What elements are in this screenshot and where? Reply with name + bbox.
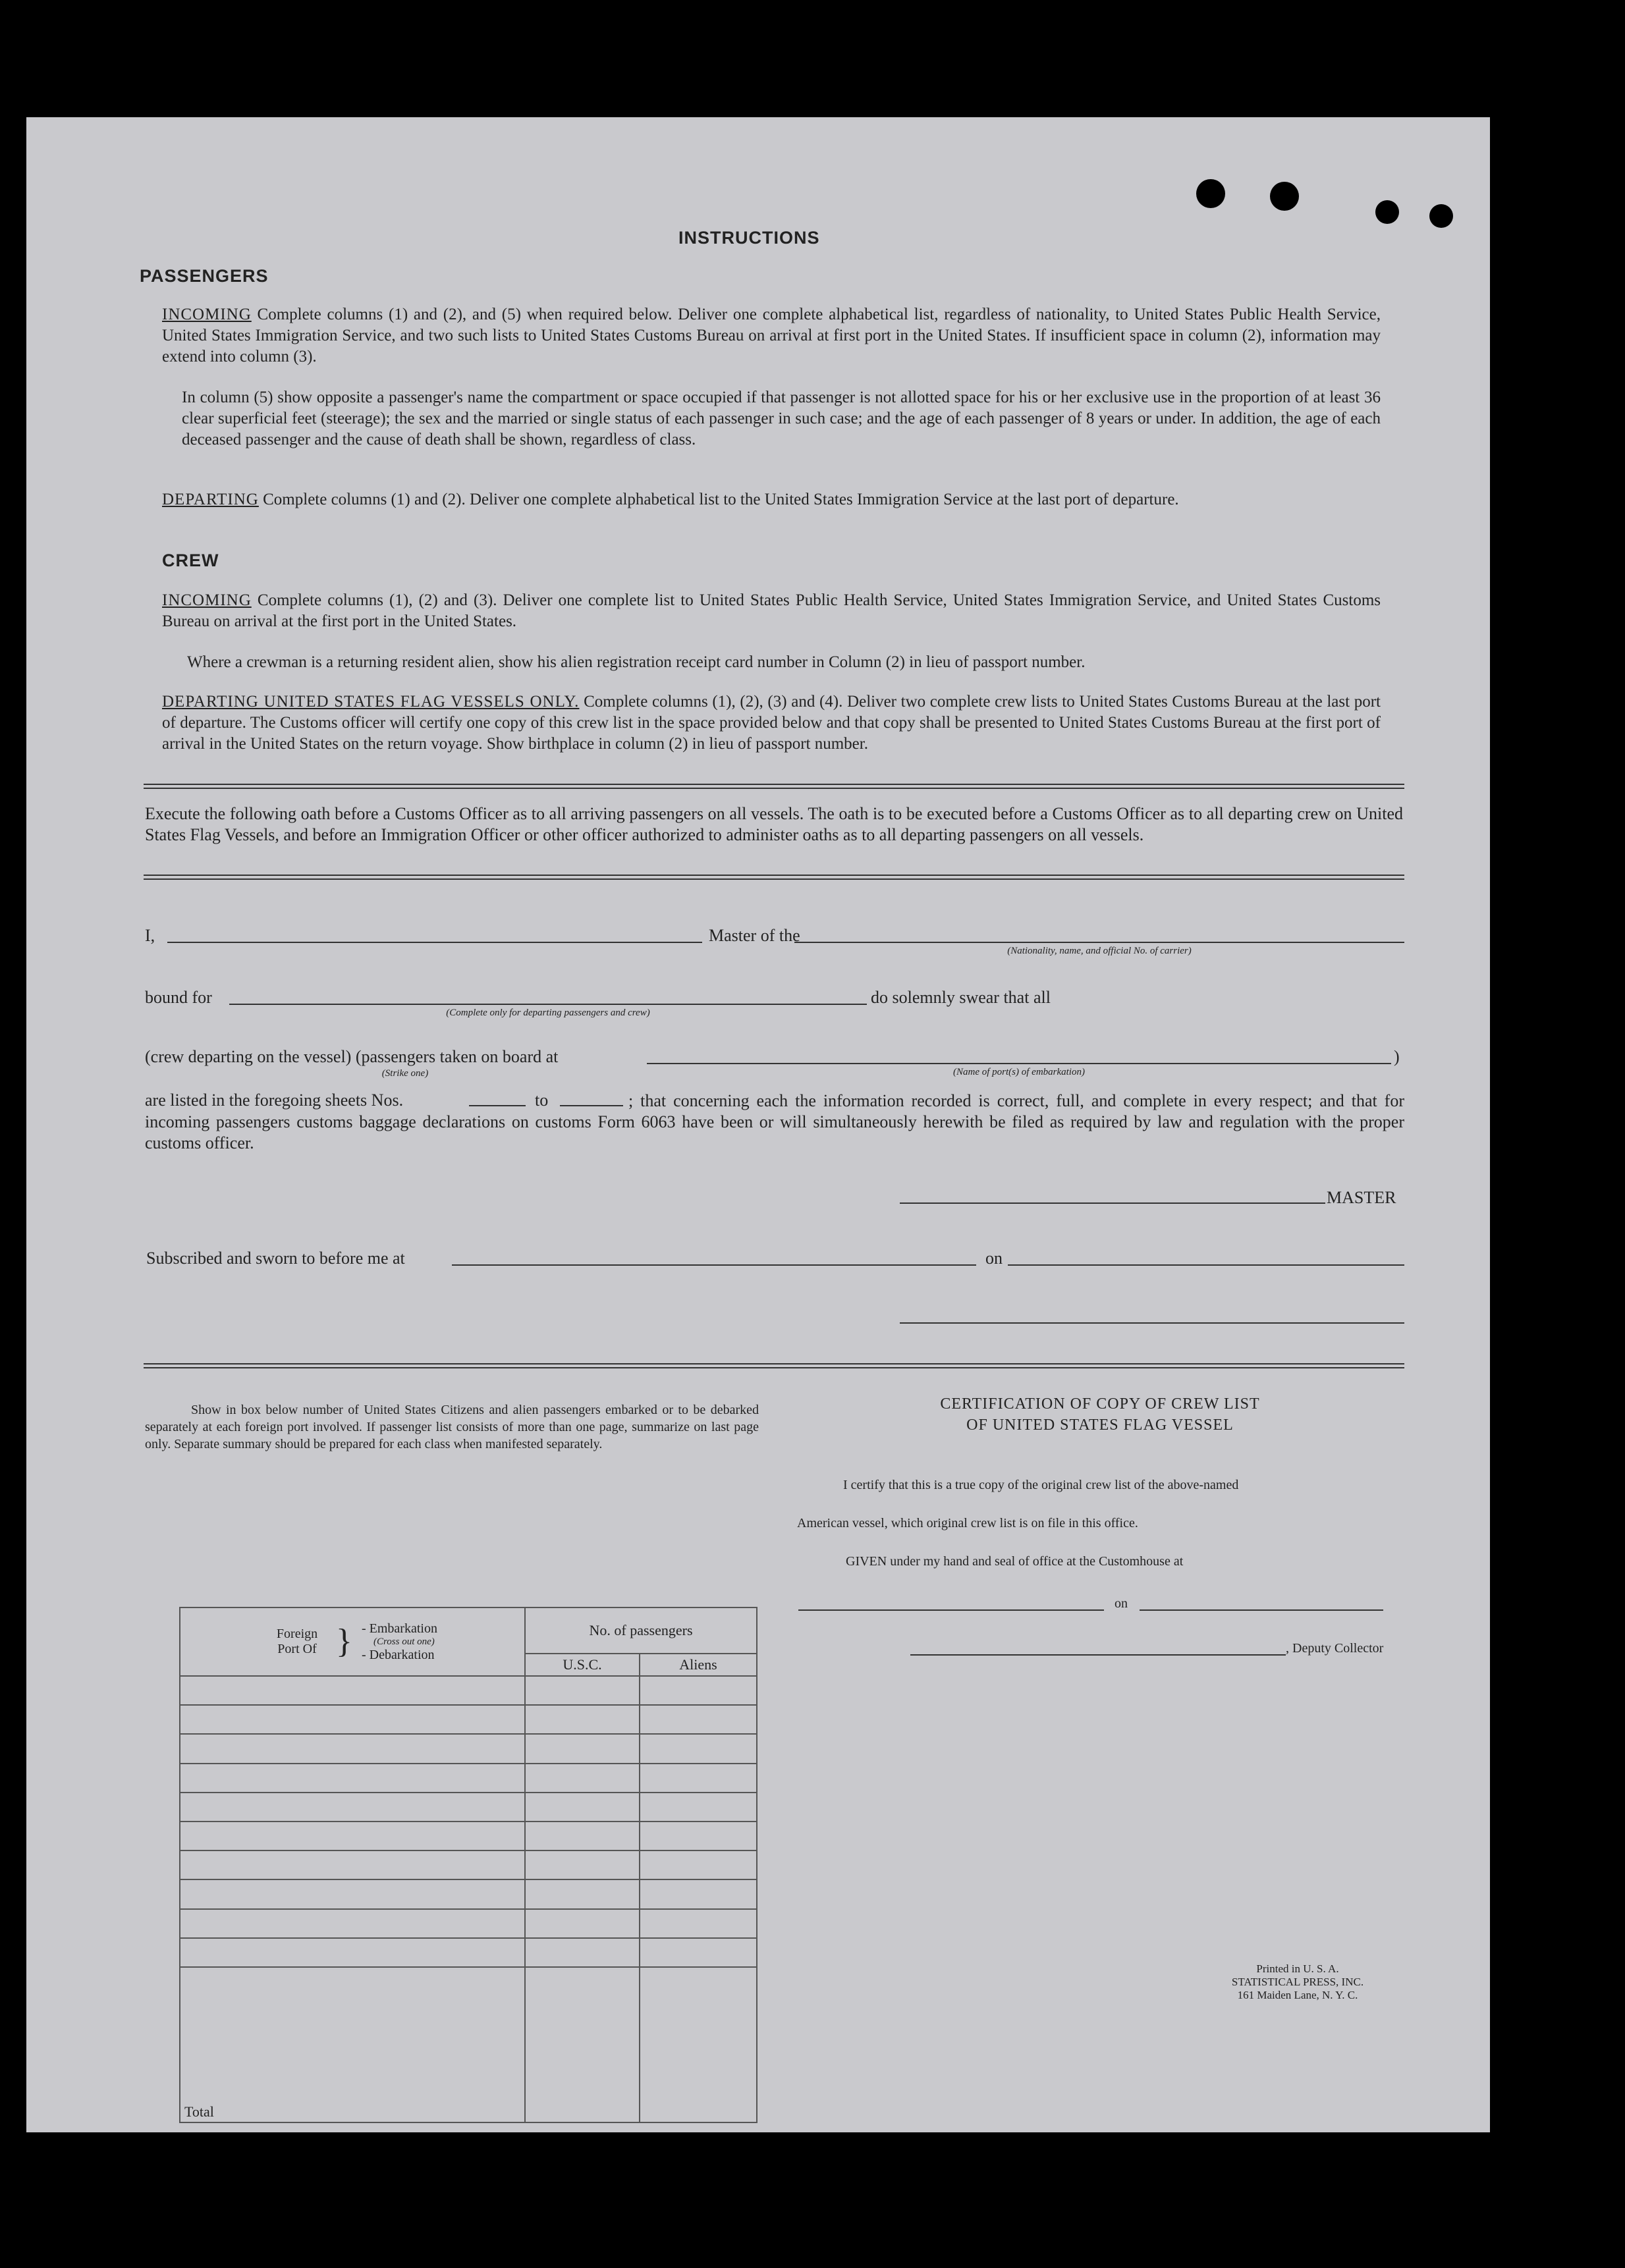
passengers-incoming-paragraph	[162, 304, 1381, 367]
passengers-departing-paragraph	[162, 489, 1381, 510]
cross-out-caption: (Cross out one)	[373, 1636, 435, 1647]
to-label: to	[535, 1091, 549, 1110]
table-row[interactable]	[180, 1764, 757, 1793]
certification-title-line2: OF UNITED STATES FLAG VESSEL	[966, 1417, 1234, 1434]
certification-date-field[interactable]	[1140, 1609, 1383, 1611]
crew-incoming-label: INCOMING	[162, 591, 252, 609]
crew-resident-paragraph: Where a crewman is a returning resident alien, show his alien registration receipt card number in Column (2) in lieu of passport number.	[187, 653, 1086, 671]
crew-incoming-paragraph	[162, 590, 1381, 632]
table-row[interactable]	[180, 1793, 757, 1822]
total-row[interactable]	[180, 1967, 757, 2122]
customhouse-field[interactable]	[798, 1609, 1104, 1611]
document-page	[26, 117, 1490, 2132]
master-of-label: Master of the	[709, 926, 800, 945]
total-label: Total	[180, 1967, 525, 2122]
subscribed-on-label: on	[985, 1249, 1003, 1268]
passengers-heading: PASSENGERS	[140, 266, 269, 286]
passengers-incoming-label: INCOMING	[162, 306, 252, 323]
oath-instructions: Execute the following oath before a Customs Officer as to all arriving passengers on all vessels. The oath is to be executed before a Customs Officer as to all departing crew on United States Flag Vessels, and before an Immigration Officer or other officer authorized to administer oaths as to all departing passengers on all vessels.	[145, 804, 1403, 844]
aliens-header: Aliens	[640, 1654, 757, 1676]
i-label: I,	[145, 926, 155, 945]
crew-departing-text: Complete columns (1), (2), (3) and (4). Deliver two complete crew lists to United States Customs Bureau at the last port of departure. The Customs officer will certify one copy of this crew list in the space provided below and that copy shall be presented to United States Customs Bureau at the first port of arrival in the United States on the return voyage. Show birthplace in column (2) in lieu of passport number.	[162, 693, 1381, 753]
table-row[interactable]	[180, 1850, 757, 1879]
oath-statement: ; that concerning each the information recorded is correct, full, and complete in every respect; and that for incoming passengers customs baggage declarations on customs Form 6063 have been or will simultaneously herewith be filed as required by law and regulation with the proper customs officer.	[145, 1091, 1404, 1152]
printer-line2: STATISTICAL PRESS, INC.	[1231, 1976, 1364, 1988]
bound-for-label: bound for	[145, 988, 212, 1007]
close-paren: )	[1394, 1047, 1400, 1066]
subscribed-place-field[interactable]	[452, 1264, 976, 1266]
table-row[interactable]	[180, 1879, 757, 1908]
passengers-departing-text: Complete columns (1) and (2). Deliver one complete alphabetical list to the United States Immigration Service at the last port of departure.	[263, 491, 1179, 508]
divider	[144, 1363, 1404, 1368]
crew-incoming-text: Complete columns (1), (2) and (3). Deliver one complete list to United States Public Health Service, United States Immigration Service, and United States Customs Bureau on arrival at the first port in the United States.	[162, 591, 1381, 630]
table-row[interactable]	[180, 1909, 757, 1938]
master-name-field[interactable]	[167, 942, 702, 943]
crew-departing-paragraph	[162, 691, 1381, 755]
certification-title	[830, 1393, 1370, 1436]
punch-hole	[1375, 200, 1399, 224]
debarkation-label: - Debarkation	[362, 1647, 435, 1662]
passengers-departing-label: DEPARTING	[162, 491, 259, 508]
ports-field[interactable]	[647, 1063, 1391, 1064]
divider	[144, 784, 1404, 789]
carrier-caption: (Nationality, name, and official No. of carrier)	[1007, 946, 1192, 956]
printer-imprint	[1186, 1962, 1410, 2002]
table-row[interactable]	[180, 1676, 757, 1705]
table-row[interactable]	[180, 1705, 757, 1734]
master-signature-field[interactable]	[900, 1202, 1325, 1204]
passengers-incoming-text: Complete columns (1) and (2), and (5) when required below. Deliver one complete alphabetical list, regardless of nationality, to United States Public Health Service, United States Immigration Service, and two such lists to United States Customs Bureau on arrival at first port in the United States. If insufficient space in column (2), information may extend into column (3).	[162, 306, 1381, 365]
punch-hole	[1429, 204, 1453, 228]
deputy-signature-field[interactable]	[910, 1654, 1286, 1656]
swear-label: do solemnly swear that all	[871, 988, 1051, 1007]
table-row[interactable]	[180, 1734, 757, 1763]
table-row[interactable]	[180, 1938, 757, 1967]
certification-title-line1: CERTIFICATION OF COPY OF CREW LIST	[940, 1395, 1260, 1413]
no-of-passengers-header: No. of passengers	[525, 1607, 757, 1654]
instructions-title: INSTRUCTIONS	[678, 228, 820, 248]
crew-heading: CREW	[162, 551, 219, 570]
master-label: MASTER	[1327, 1188, 1396, 1207]
bound-for-field[interactable]	[229, 1004, 867, 1005]
certify-line2: American vessel, which original crew list is on file in this office.	[797, 1516, 1138, 1530]
punch-hole	[1270, 182, 1299, 211]
embarkation-label: - Embarkation	[362, 1621, 437, 1636]
summary-table	[179, 1607, 757, 2123]
printer-line3: 161 Maiden Lane, N. Y. C.	[1237, 1989, 1358, 2001]
given-text: GIVEN under my hand and seal of office at the Customhouse at	[846, 1554, 1184, 1569]
usc-header: U.S.C.	[525, 1654, 640, 1676]
carrier-field[interactable]	[794, 942, 1404, 943]
brace-glyph: }	[336, 1623, 352, 1660]
foreign-port-of-label: Foreign Port Of	[276, 1627, 318, 1656]
sheets-label: are listed in the foregoing sheets Nos.	[145, 1091, 404, 1110]
bound-for-caption: (Complete only for departing passengers and crew)	[446, 1008, 650, 1018]
ports-caption: (Name of port(s) of embarkation)	[953, 1067, 1085, 1077]
officer-signature-field[interactable]	[900, 1322, 1404, 1324]
column5-paragraph: In column (5) show opposite a passenger's name the compartment or space occupied if that passenger is not allotted space for his or her exclusive use in the proportion of at least 36 clear superficial feet (steerage); the sex and the married or single status of each passenger in such case; and the age of each passenger of 8 years or under. In addition, the age of each deceased passenger and the cause of death shall be shown, regardless of class.	[182, 389, 1381, 448]
divider	[144, 875, 1404, 880]
crew-departing-label: (crew departing on the vessel) (passengers taken on board at	[145, 1047, 559, 1066]
certify-line1: I certify that this is a true copy of the original crew list of the above-named	[843, 1478, 1239, 1492]
deputy-collector-label: , Deputy Collector	[1286, 1641, 1384, 1656]
summary-instructions: Show in box below number of United States Citizens and alien passengers embarked or to be debarked separately at each foreign port involved. If passenger list consists of more than one page, summarize on last page only. Separate summary should be prepared for each class when manifested separately.	[145, 1403, 759, 1451]
printer-line1: Printed in U. S. A.	[1256, 1962, 1339, 1975]
table-row[interactable]	[180, 1822, 757, 1850]
punch-hole	[1196, 179, 1225, 208]
certification-on-label: on	[1115, 1596, 1128, 1611]
crew-departing-label: DEPARTING UNITED STATES FLAG VESSELS ONLY.	[162, 693, 580, 711]
strike-caption: (Strike one)	[381, 1068, 429, 1079]
subscribed-date-field[interactable]	[1008, 1264, 1404, 1266]
subscribed-label: Subscribed and sworn to before me at	[146, 1249, 405, 1268]
port-header-cell	[180, 1607, 525, 1676]
